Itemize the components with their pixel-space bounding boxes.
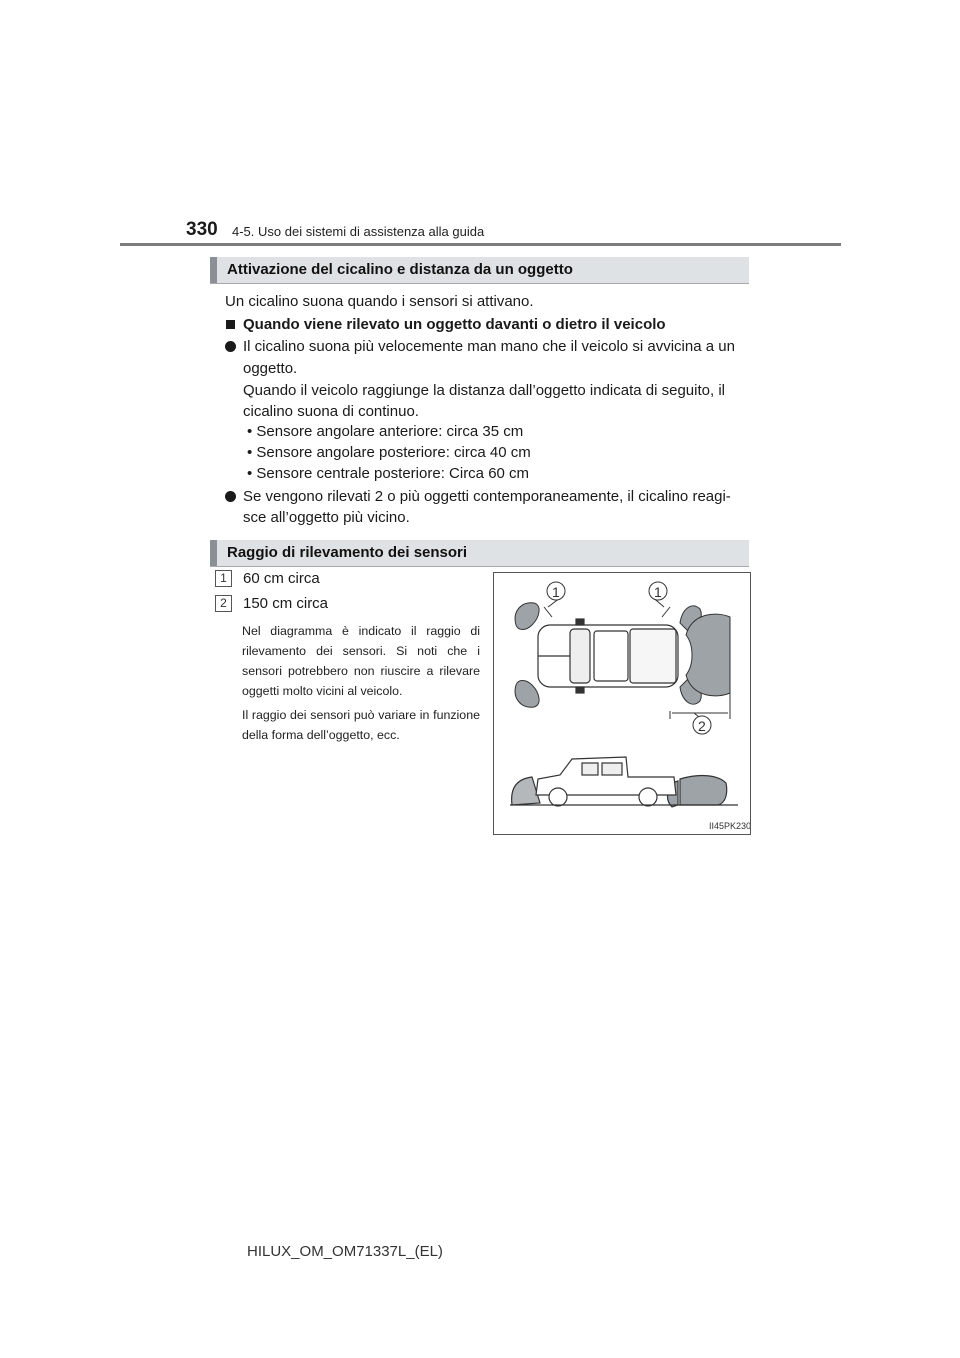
round-bullet-icon bbox=[225, 341, 236, 352]
callout-label: 2 bbox=[698, 718, 706, 734]
bullet2-line1: Se vengono rilevati 2 o più oggetti contemporaneamente, il cicalino reagi- bbox=[243, 488, 731, 505]
bullet1-line1: Il cicalino suona più velocemente man mano che il veicolo si avvicina a un bbox=[243, 338, 735, 355]
subheading: Quando viene rilevato un oggetto davanti o dietro il veicolo bbox=[243, 316, 666, 333]
note-text: Nel diagramma è indicato il raggio di rilevamento dei sensori. Si noti che i sensori potrebbero non riuscire a rilevare oggetti molto vicini al veicolo. bbox=[242, 624, 480, 698]
list-item: • Sensore centrale posteriore: Circa 60 cm bbox=[247, 465, 530, 482]
heading-accent-bar bbox=[210, 257, 217, 283]
square-bullet-icon bbox=[226, 320, 235, 329]
chapter-title: 4-5. Uso dei sistemi di assistenza alla guida bbox=[232, 224, 485, 239]
callout-number: 2 bbox=[215, 595, 232, 612]
bullet1-line2: oggetto. bbox=[243, 360, 298, 377]
note-text: Il raggio dei sensori può variare in funzione della forma dell’oggetto, ecc. bbox=[242, 708, 480, 742]
section-title: Attivazione del cicalino e distanza da un oggetto bbox=[227, 261, 573, 278]
section-title: Raggio di rilevamento dei sensori bbox=[227, 544, 468, 561]
range-item: 150 cm circa bbox=[243, 595, 329, 612]
range-item: 60 cm circa bbox=[243, 570, 320, 587]
heading-accent-bar bbox=[210, 540, 217, 566]
bullet2-line2: sce all’oggetto più vicino. bbox=[243, 509, 410, 526]
vehicle-side-view bbox=[512, 757, 727, 807]
document-footer: HILUX_OM_OM71337L_(EL) bbox=[247, 1243, 443, 1260]
bullet1-line4: cicalino suona di continuo. bbox=[243, 403, 419, 420]
section-heading-range bbox=[210, 540, 749, 567]
vehicle-diagram-illustration bbox=[494, 573, 750, 834]
figure-code: II45PK230 bbox=[709, 821, 750, 831]
list-item: • Sensore angolare anteriore: circa 35 cm bbox=[247, 423, 524, 440]
vehicle-top-view bbox=[538, 619, 678, 693]
round-bullet-icon bbox=[225, 491, 236, 502]
list-item: • Sensore angolare posteriore: circa 40 cm bbox=[247, 444, 531, 461]
page-number: 330 bbox=[186, 219, 218, 240]
section-heading-buzzer bbox=[210, 257, 749, 284]
callout-label: 1 bbox=[552, 584, 560, 600]
intro-text: Un cicalino suona quando i sensori si attivano. bbox=[225, 293, 534, 310]
header-divider bbox=[120, 243, 841, 246]
sensor-range-diagram bbox=[493, 572, 751, 835]
bullet1-line3: Quando il veicolo raggiunge la distanza dall’oggetto indicata di seguito, il bbox=[243, 382, 725, 399]
callout-label: 1 bbox=[654, 584, 662, 600]
callout-number: 1 bbox=[215, 570, 232, 587]
